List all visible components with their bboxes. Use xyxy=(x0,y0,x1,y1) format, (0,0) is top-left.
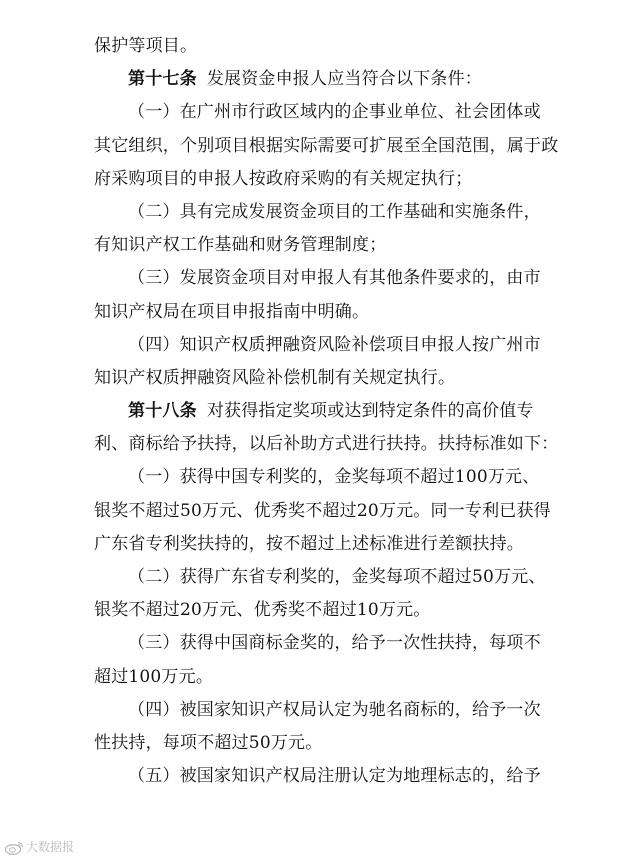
paragraph-line xyxy=(94,196,564,229)
paragraph-line xyxy=(94,495,564,528)
line-text: （三）发展资金项目对申报人有其他条件要求的，由市 xyxy=(128,268,541,289)
article-heading-line xyxy=(94,63,564,96)
line-text: （二）获得广东省专利奖的，金奖每项不超过50万元、 xyxy=(128,567,546,587)
line-text: 利、商标给予扶持，以后补助方式进行扶持。扶持标准如下： xyxy=(94,434,559,455)
paragraph-line xyxy=(94,594,564,627)
weibo-logo-icon xyxy=(4,841,24,855)
paragraph-line xyxy=(94,627,564,660)
line-text: 知识产权质押融资风险补偿机制有关规定执行。 xyxy=(94,367,456,388)
line-text: 银奖不超过50万元、优秀奖不超过20万元。同一专利已获得 xyxy=(94,500,551,521)
watermark-text: 大数据报 xyxy=(26,840,75,854)
paragraph-line xyxy=(94,428,564,461)
line-text: 发展资金申报人应当符合以下条件： xyxy=(206,69,483,90)
paragraph-line xyxy=(94,96,564,129)
line-text: （四）被国家知识产权局认定为驰名商标的，给予一次 xyxy=(128,699,541,720)
paragraph-line xyxy=(94,561,564,594)
line-text: 知识产权局在项目申报指南中明确。 xyxy=(94,301,370,322)
article-heading-line xyxy=(94,395,564,428)
line-text: 府采购项目的申报人按政府采购的有关规定执行； xyxy=(94,168,473,189)
paragraph-line xyxy=(94,694,564,727)
paragraph-line xyxy=(94,329,564,362)
watermark xyxy=(4,839,74,855)
paragraph-line xyxy=(94,296,564,329)
line-text: （一）获得中国专利奖的，金奖每项不超过100万元、 xyxy=(128,467,540,488)
line-text: （一）在广州市行政区域内的企事业单位、社会团体或 xyxy=(128,102,541,123)
line-text: 广东省专利奖扶持的，按不超过上述标准进行差额扶持。 xyxy=(94,533,524,554)
line-text: （五）被国家知识产权局注册认定为地理标志的，给予 xyxy=(128,766,541,787)
paragraph-line xyxy=(94,362,564,395)
paragraph-line xyxy=(94,262,564,295)
document-body xyxy=(94,30,564,793)
line-text: 保护等项目。 xyxy=(94,36,198,56)
line-text: （三）获得中国商标金奖的，给予一次性扶持，每项不 xyxy=(128,633,541,654)
article-number: 第十七条 xyxy=(128,69,197,90)
line-text: 对获得指定奖项或达到特定条件的高价值专 xyxy=(206,401,534,422)
line-text: 有知识产权工作基础和财务管理制度； xyxy=(94,235,387,256)
paragraph-line xyxy=(94,727,564,760)
line-text: 其它组织，个别项目根据实际需要可扩展至全国范围，属于政 xyxy=(94,135,559,156)
paragraph-line xyxy=(94,461,564,494)
line-text: （二）具有完成发展资金项目的工作基础和实施条件， xyxy=(128,201,541,222)
line-text: 性扶持，每项不超过50万元。 xyxy=(94,732,323,753)
article-number: 第十八条 xyxy=(128,401,197,422)
paragraph-line xyxy=(94,30,564,63)
paragraph-line xyxy=(94,760,564,793)
line-text: （四）知识产权质押融资风险补偿项目申报人按广州市 xyxy=(128,334,541,355)
paragraph-line xyxy=(94,163,564,196)
paragraph-line xyxy=(94,661,564,694)
paragraph-line xyxy=(94,130,564,163)
line-text: 银奖不超过20万元、优秀奖不超过10万元。 xyxy=(94,600,431,621)
line-text: 超过100万元。 xyxy=(94,666,214,687)
paragraph-line xyxy=(94,229,564,262)
paragraph-line xyxy=(94,528,564,561)
